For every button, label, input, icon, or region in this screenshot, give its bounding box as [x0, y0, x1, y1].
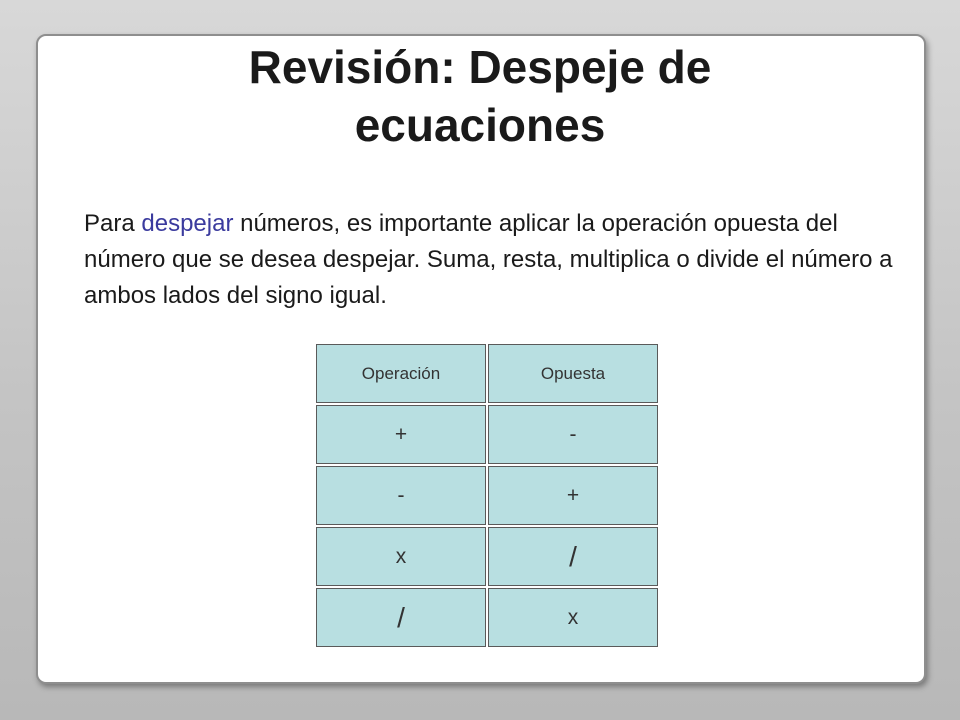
operation-cell: x	[316, 527, 486, 586]
slide-title-line-1: Revisión: Despeje de	[248, 41, 712, 93]
body-text-start: Para	[84, 210, 142, 237]
opposite-cell: /	[488, 527, 658, 586]
slide-title-line-2: ecuaciones	[354, 99, 606, 151]
table-row	[316, 588, 660, 649]
operation-cell: -	[316, 466, 486, 525]
table-row	[316, 466, 660, 527]
table-row	[316, 527, 660, 588]
highlighted-term: despejar	[141, 210, 234, 237]
header-operation: Operación	[316, 344, 486, 403]
table-header-row	[316, 344, 660, 405]
header-opposite: Opuesta	[488, 344, 658, 403]
slide-title	[0, 38, 960, 154]
body-paragraph	[84, 206, 904, 314]
operation-cell: /	[316, 588, 486, 647]
table-row	[316, 405, 660, 466]
opposite-cell: x	[488, 588, 658, 647]
operation-cell: +	[316, 405, 486, 464]
operations-table	[316, 344, 660, 649]
body-text-rest: números, es importante aplicar la operación opuesta del número que se desea despejar. Suma, resta, multiplica o divide el número a ambos lados del signo igual.	[84, 210, 893, 309]
opposite-cell: +	[488, 466, 658, 525]
opposite-cell: -	[488, 405, 658, 464]
